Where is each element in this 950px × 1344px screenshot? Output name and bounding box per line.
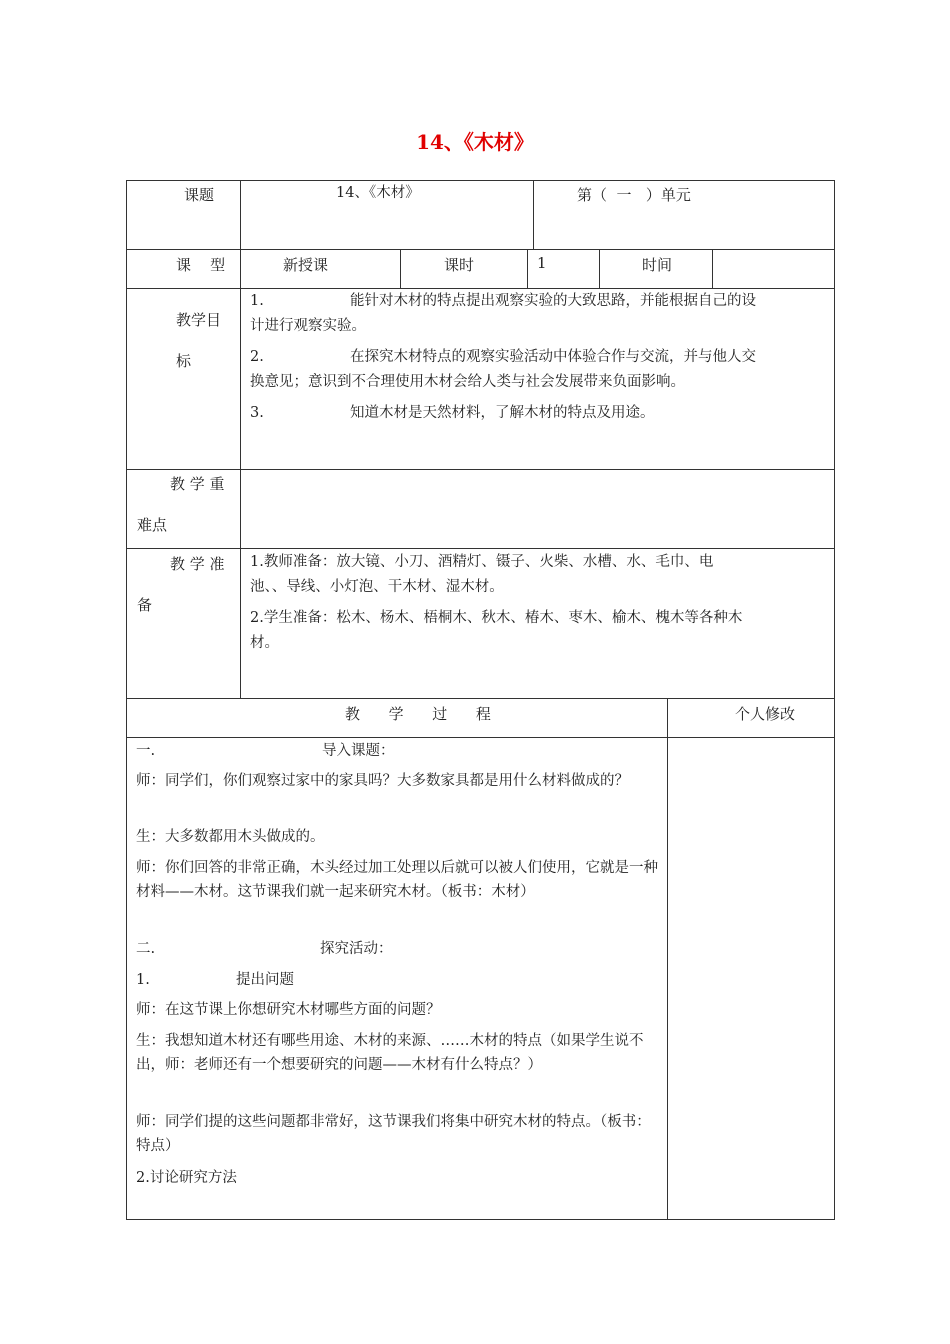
page-title: 14、《木材》 xyxy=(416,130,534,154)
col-divider xyxy=(240,181,241,698)
prep-label-line1: 教 学 准 xyxy=(170,555,225,573)
process-header: 教 学 过 程 xyxy=(345,705,491,723)
process-paragraph: 师：你们回答的非常正确，木头经过加工处理以后就可以被人们使用，它就是一种材料——木材。这节课我们就一起来研究木材。（板书：木材） xyxy=(136,860,658,900)
goal-3-num: 3. xyxy=(250,405,264,421)
goal-2-line1: 在探究木材特点的观察实验活动中体验合作与交流，并与他人交 xyxy=(350,349,756,365)
goal-2-num: 2. xyxy=(250,349,264,365)
teacher-prep-line1: 1.教师准备：放大镜、小刀、酒精灯、镊子、火柴、水槽、水、毛巾、电 xyxy=(250,554,714,570)
student-prep-line2: 材。 xyxy=(250,635,279,651)
topic-label: 课题 xyxy=(184,186,215,204)
keypoints-label-line1: 教 学 重 xyxy=(170,475,225,493)
student-prep-line1: 2.学生准备：松木、杨木、梧桐木、秋木、椿木、枣木、榆木、槐木等各种木 xyxy=(250,610,743,626)
col-divider xyxy=(400,249,401,288)
col-divider xyxy=(533,181,534,249)
goal-3-line1: 知道木材是天然材料，了解木材的特点及用途。 xyxy=(350,405,655,421)
row-divider xyxy=(127,698,834,699)
process-paragraph: 师：同学们，你们观察过家中的家具吗？大多数家具都是用什么材料做成的？ xyxy=(136,773,629,789)
goal-1-num: 1. xyxy=(250,293,264,309)
goal-1-line1: 能针对木材的特点提出观察实验的大致思路，并能根据自己的设 xyxy=(350,293,756,309)
lesson-type-value: 新授课 xyxy=(283,256,329,274)
col-divider xyxy=(599,249,600,288)
teacher-prep-line2: 池、、导线、小灯泡、干木材、湿木材。 xyxy=(250,579,504,595)
keypoints-label-line2: 难点 xyxy=(137,516,168,534)
lesson-type-label: 课 型 xyxy=(176,256,226,274)
subsection-2-title: 2.讨论研究方法 xyxy=(136,1170,237,1186)
time-label: 时间 xyxy=(642,256,673,274)
personal-edit-header: 个人修改 xyxy=(735,705,796,723)
row-divider xyxy=(127,249,834,250)
section-1-title: 导入课题： xyxy=(322,743,395,759)
col-divider xyxy=(527,249,528,288)
subsection-1-title: 提出问题 xyxy=(236,972,294,988)
hours-value: 1 xyxy=(537,254,547,272)
row-divider xyxy=(127,548,834,549)
process-paragraph: 生：大多数都用木头做成的。 xyxy=(136,829,325,845)
section-2-title: 探究活动： xyxy=(320,941,393,957)
process-paragraph: 师：在这节课上你想研究木材哪些方面的问题？ xyxy=(136,1002,441,1018)
hours-label: 课时 xyxy=(444,256,475,274)
col-divider xyxy=(712,249,713,288)
goal-2-line2: 换意见；意识到不合理使用木材会给人类与社会发展带来负面影响。 xyxy=(250,374,685,390)
subsection-1-num: 1. xyxy=(136,972,150,988)
section-2-num: 二. xyxy=(136,941,156,957)
goals-label-line1: 教学目 xyxy=(176,311,222,329)
topic-value: 14、《木材》 xyxy=(336,185,420,201)
section-1-num: 一. xyxy=(136,743,156,759)
process-paragraph: 师：同学们提的这些问题都非常好，这节课我们将集中研究木材的特点。（板书：特点） xyxy=(136,1114,651,1154)
prep-label-line2: 备 xyxy=(137,596,153,614)
row-divider xyxy=(127,737,834,738)
process-paragraph: 生：我想知道木材还有哪些用途、木材的来源、……木材的特点（如果学生说不出，师：老师还有一个想要研究的问题——木材有什么特点？） xyxy=(136,1033,644,1073)
unit-value: 第（ 一 ）单元 xyxy=(577,186,691,204)
row-divider xyxy=(127,469,834,470)
col-divider xyxy=(667,698,668,1219)
goals-label-line2: 标 xyxy=(176,352,192,370)
goal-1-line2: 计进行观察实验。 xyxy=(250,318,366,334)
